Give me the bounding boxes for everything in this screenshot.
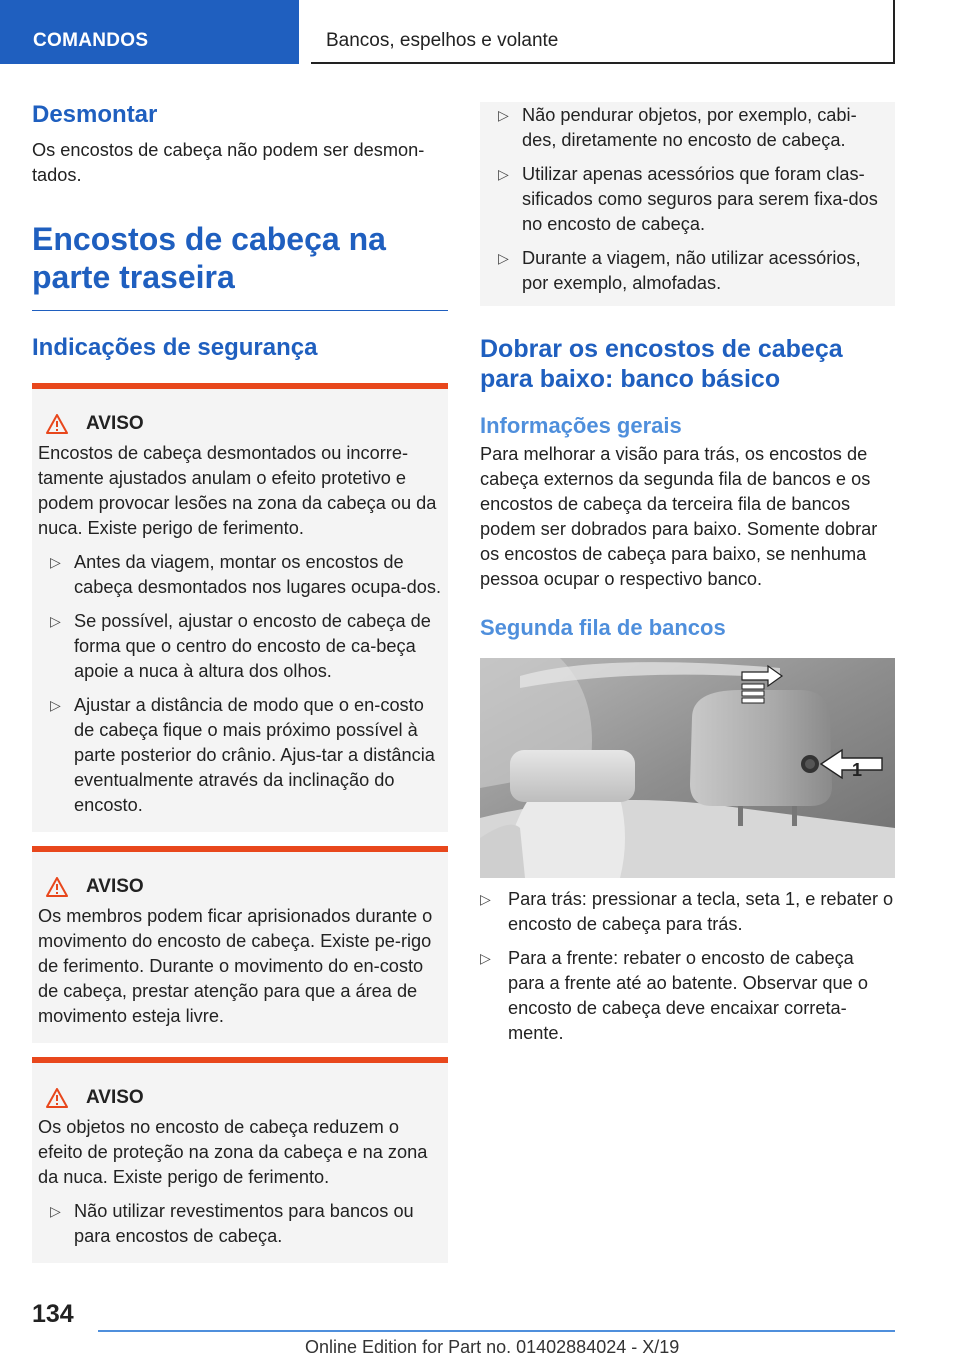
left-column bbox=[32, 100, 448, 1263]
arrow-right-icon: ▷ bbox=[480, 891, 491, 907]
list-item: ▷ Se possível, ajustar o encosto de cabeça de forma que o centro do encosto de ca-beça apoie a nuca à altura dos olhos. bbox=[50, 611, 431, 681]
general-info-heading: Informações gerais bbox=[480, 413, 682, 438]
list-item: ▷ Não utilizar revestimentos para bancos ou para encostos de cabeça. bbox=[50, 1201, 414, 1246]
arrow-right-icon: ▷ bbox=[480, 950, 491, 966]
arrow-right-icon: ▷ bbox=[498, 250, 509, 266]
list-item: ▷ Durante a viagem, não utilizar acessórios, por exemplo, almofadas. bbox=[498, 248, 861, 293]
right-column bbox=[480, 102, 895, 1046]
warning-triangle-icon bbox=[46, 1088, 68, 1108]
footer-edition: Online Edition for Part no. 01402884024 - X/19 bbox=[305, 1337, 680, 1357]
arrow-right-icon: ▷ bbox=[498, 107, 509, 123]
headrest-illustration bbox=[480, 658, 895, 878]
warning-text: Os membros podem ficar aprisionados durante o movimento do encosto de cabeça. Existe pe-rigo de ferimento. Durante o movimento do en-costo de cabeça, prestar atenção para que a área de movimento esteja livre. bbox=[38, 906, 433, 1026]
list-item: ▷ Para a frente: rebater o encosto de cabeça para a frente até ao batente. Observar que o encosto de cabeça deve encaixar correta-mente. bbox=[480, 948, 868, 1043]
list-item: ▷ Não pendurar objetos, por exemplo, cabi-des, diretamente no encosto de cabeça. bbox=[498, 105, 857, 150]
arrow-right-icon: ▷ bbox=[50, 697, 61, 713]
warning-text: Encostos de cabeça desmontados ou incorre-tamente ajustados anulam o efeito protetivo e podem provocar lesões na zona da cabeça ou da nuca. Existe perigo de ferimento. bbox=[38, 443, 437, 538]
warning-label: AVISO bbox=[86, 876, 144, 897]
warning-box-3 bbox=[32, 1057, 448, 1263]
safety-heading: Indicações de segurança bbox=[32, 334, 318, 361]
section-tab bbox=[0, 0, 299, 64]
arrow-right-icon: ▷ bbox=[498, 166, 509, 182]
desmontar-text: Os encostos de cabeça não podem ser desmon-tados. bbox=[32, 140, 425, 185]
warning-triangle-icon bbox=[46, 414, 68, 434]
page-title: Encostos de cabeça na parte traseira bbox=[32, 221, 386, 295]
second-row-heading: Segunda fila de bancos bbox=[480, 615, 726, 640]
list-item: ▷ Utilizar apenas acessórios que foram clas-sificados como seguros para serem fixa-dos no encosto de cabeça. bbox=[498, 164, 878, 234]
section-label: COMANDOS bbox=[33, 30, 149, 51]
warning-label: AVISO bbox=[86, 1087, 144, 1108]
figure-callout-number: 1 bbox=[852, 760, 863, 780]
arrow-right-icon: ▷ bbox=[50, 1203, 61, 1219]
warning-triangle-icon bbox=[46, 877, 68, 897]
arrow-right-icon: ▷ bbox=[50, 554, 61, 570]
warning-box-1 bbox=[32, 383, 448, 832]
warning-label: AVISO bbox=[86, 413, 144, 434]
arrow-right-icon: ▷ bbox=[50, 613, 61, 629]
desmontar-heading: Desmontar bbox=[32, 101, 158, 128]
list-item: ▷ Ajustar a distância de modo que o en-costo de cabeça fique o mais próximo possível à parte posterior do crânio. Ajus-tar a distância eventualmente através da inclinação do encosto. bbox=[50, 695, 435, 815]
footer-rule bbox=[98, 1330, 895, 1332]
title-rule bbox=[32, 310, 448, 311]
headrest-figure bbox=[480, 658, 895, 878]
list-item: ▷ Antes da viagem, montar os encostos de cabeça desmontados nos lugares ocupa-dos. bbox=[50, 552, 442, 597]
warning-text: Os objetos no encosto de cabeça reduzem o efeito de proteção na zona da cabeça e na zona da nuca. Existe perigo de ferimento. bbox=[38, 1117, 428, 1187]
fold-heading: Dobrar os encostos de cabeça para baixo: banco básico bbox=[480, 335, 843, 393]
list-item: ▷ Para trás: pressionar a tecla, seta 1, e rebater o encosto de cabeça para trás. bbox=[480, 889, 894, 934]
chapter-label: Bancos, espelhos e volante bbox=[326, 30, 559, 51]
page-number: 134 bbox=[32, 1300, 74, 1328]
chapter-header bbox=[311, 0, 895, 64]
warning-box-2 bbox=[32, 846, 448, 1043]
warning-continuation-box bbox=[480, 102, 895, 306]
general-info-text: Para melhorar a visão para trás, os encostos de cabeça externos da segunda fila de bancos e os encostos de cabeça da terceira fila de bancos podem ser dobrados para baixo. Somente dobrar os encostos de cabeça para baixo, se nenhuma pessoa ocupar o respectivo banco. bbox=[480, 444, 878, 589]
